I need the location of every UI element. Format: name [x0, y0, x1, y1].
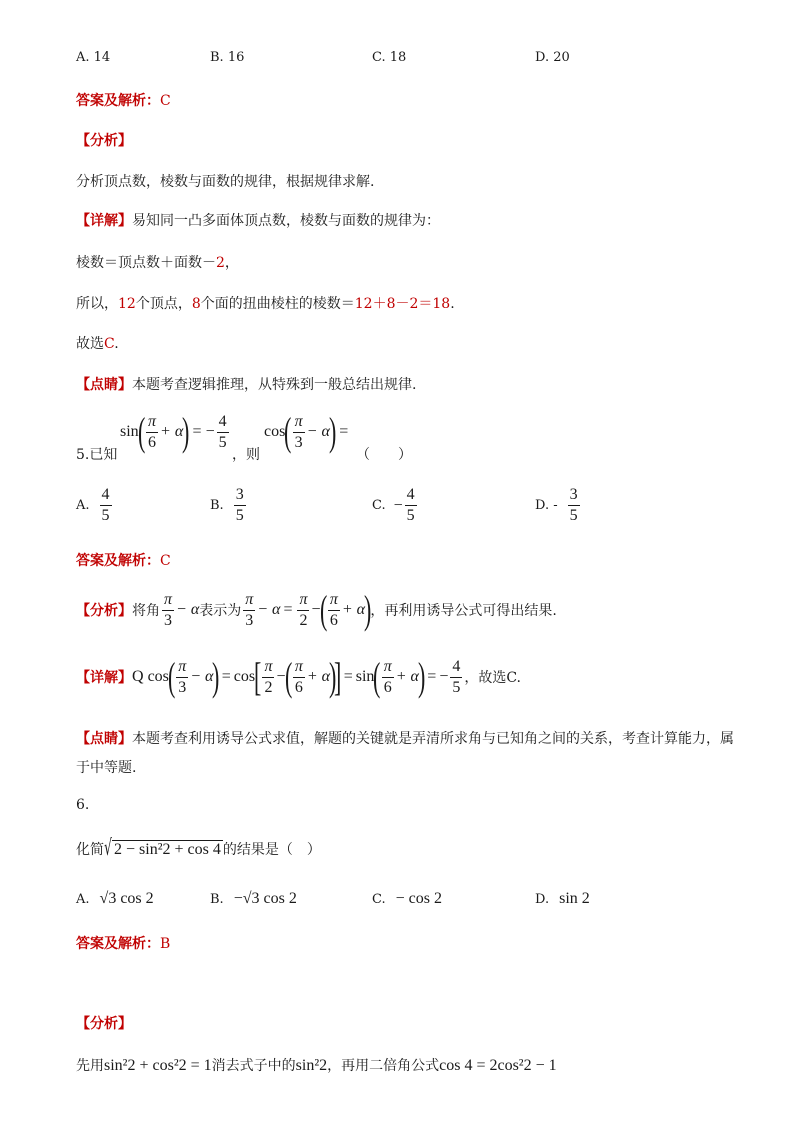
q5-prefix: 5.已知 [76, 447, 118, 463]
equals: = [339, 423, 349, 440]
choose-pre: 故选 [76, 336, 104, 352]
sin-squared: sin²2 [295, 1057, 328, 1074]
so-n8: 8 [191, 296, 201, 312]
formula-number: 2 [216, 255, 225, 271]
answer-label: 答案及解析： [76, 936, 160, 952]
q6-number: 6. [76, 797, 90, 813]
q5-dianjing [76, 728, 734, 748]
q4-option-b: B. 16 [210, 50, 245, 65]
q5-paren-blank: （ ） [356, 447, 412, 463]
q6-option-b: B. −√3 cos 2 [210, 890, 297, 907]
q4-detail [76, 210, 440, 230]
q5-option-b: B. $\frac{3}{5}$ [210, 486, 244, 524]
choose-tail: . [114, 336, 119, 352]
q6-stem [76, 838, 321, 860]
answer-label: 答案及解析： [76, 93, 160, 109]
answer-value: B [160, 936, 171, 952]
paren-open: ( [137, 409, 146, 454]
q5-target-formula [264, 409, 352, 454]
answer-label: 答案及解析： [76, 553, 160, 569]
stem-pre: 化简 [76, 842, 104, 858]
q4-option-a: A. 14 [76, 50, 111, 65]
q4-fenxi-text: 分析顶点数，棱数与面数的规律，根据规律求解. [76, 174, 375, 190]
q6-option-c: C. − cos 2 [372, 890, 442, 907]
identity-formula: sin²2 + cos²2 = 1 [104, 1057, 212, 1074]
minus-alpha: − α [306, 423, 330, 440]
q6-last-line: 先用sin²2 + cos²2 = 1消去式子中的sin²2，再用二倍角公式cos 4 = 2cos²2 − 1 [76, 1057, 557, 1074]
detail-formula: Q cos ( $\frac{\pi}{3}$ − α ) = cos [ $\frac{\pi}{2}$ − ( $\frac{\pi}{6}$ + α ) ] = sin ( $\frac{\pi}{6}$ + α ) = − $\frac{4}{5}$ [132, 654, 461, 699]
so-mid1: 个顶点， [135, 296, 192, 312]
detail-tail: ，故选C. [464, 670, 522, 686]
radicand: 2 − sin²2 + cos 4 [114, 840, 221, 858]
sin-text: sin [120, 423, 139, 440]
q4-so [76, 293, 455, 313]
stem-post: 的结果是（ ） [222, 842, 321, 858]
q4-formula [76, 252, 239, 272]
q4-choose [76, 333, 119, 353]
paren-close: ) [328, 409, 337, 454]
q4-fenxi-tag: 【分析】 [76, 133, 132, 149]
formula-tail: ， [224, 255, 239, 271]
four-fifths: $\frac{4}{5}$ [218, 412, 227, 451]
q5-option-d: D. - $\frac{3}{5}$ [535, 486, 578, 524]
dianjing-text: 本题考查逻辑推理，从特殊到一般总结出规律. [132, 377, 417, 393]
plus-alpha: + α [160, 423, 184, 440]
fenxi-t2: 表示为 [199, 603, 242, 619]
q5-option-a: A. $\frac{4}{5}$ [76, 486, 110, 524]
angle-rewrite: $\frac{\pi}{3}$ − α = $\frac{\pi}{2}$ − ( $\frac{\pi}{6}$ + α ) [245, 587, 372, 632]
so-expr: 12＋8－2＝18 [354, 296, 451, 312]
paren-open: ( [284, 409, 292, 454]
q4-option-c: C. 18 [372, 50, 407, 65]
q5-given-formula [120, 409, 231, 454]
dianjing-text1: 本题考查利用诱导公式求值，解题的关键就是弄清所求角与已知角之间的关系，考查计算能力，属 [132, 731, 734, 747]
q5-detail [76, 654, 522, 699]
q5-option-c: C. − $\frac{4}{5}$ [372, 486, 415, 524]
fenxi-tag: 【分析】 [76, 603, 132, 619]
q6-option-a: A. √3 cos 2 [76, 890, 154, 907]
double-angle-formula: cos 4 = 2cos²2 − 1 [439, 1057, 557, 1074]
q5-dianjing-cont: 于中等题. [76, 760, 137, 776]
answer-value: C [160, 553, 171, 569]
cos-text: cos [264, 423, 286, 440]
angle-expr: $\frac{\pi}{3}$ − α [164, 590, 200, 629]
formula-text: 棱数＝顶点数＋面数－ [76, 255, 216, 271]
choose-letter: C [104, 336, 115, 352]
so-n12: 12 [118, 296, 136, 312]
answer-value: C [160, 93, 171, 109]
q4-dianjing [76, 374, 416, 394]
paren-close: ) [182, 409, 190, 454]
so-mid2: 个面的扭曲棱柱的棱数＝ [200, 296, 355, 312]
dianjing-tag: 【点睛】 [76, 377, 132, 393]
fenxi-t3: ，再利用诱导公式可得出结果. [370, 603, 557, 619]
q5-then: ，则 [232, 447, 260, 463]
detail-tag: 【详解】 [76, 670, 132, 686]
q5-fenxi [76, 587, 557, 632]
fenxi-t1: 将角 [132, 603, 160, 619]
dianjing-tag: 【点睛】 [76, 731, 132, 747]
detail-tag: 【详解】 [76, 213, 132, 229]
pi-over-3: $\frac{\pi}{3}$ [294, 412, 303, 451]
equals: = [192, 423, 202, 440]
pi-over-6: $\frac{\pi}{6}$ [148, 412, 157, 451]
q4-answer [76, 90, 171, 110]
sqrt-icon: √ [104, 836, 112, 861]
so-tail: . [450, 296, 455, 312]
q4-option-d: D. 20 [535, 50, 570, 65]
detail-text: 易知同一凸多面体顶点数，棱数与面数的规律为： [132, 213, 440, 229]
q5-answer [76, 550, 171, 570]
q6-answer [76, 933, 170, 953]
so-pre: 所以， [76, 296, 118, 312]
neg-sign: − [205, 423, 215, 440]
q6-option-d: D. sin 2 [535, 890, 590, 907]
q6-fenxi-tag: 【分析】 [76, 1016, 132, 1032]
